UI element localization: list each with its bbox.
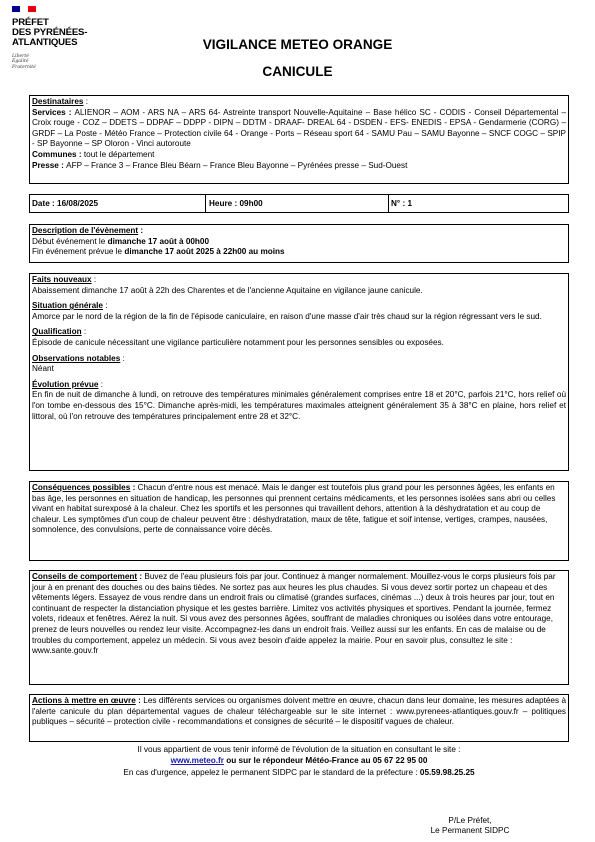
french-flag-icon — [12, 6, 36, 13]
conseils-text: Buvez de l'eau plusieurs fois par jour. Continuez à manger normalement. Mouillez-vous le corps plusieurs fois par jour à en prenant des douches ou des bains tièdes. Ne sortez pas aux heures les plus chaudes. Si vous devez sortir portez un chapeau et des vêtements légers. Essayez de vous rendre dans un endroit frais ou climatisé (grandes surfaces, cinémas ...) deux à trois heures par jour, tout en continuant de respecter la distanciation physique et les gestes barrière. Limitez vos activités physiques et sportives. Pendant la journée, fermez volets, rideaux et fenêtres. Aérez la nuit. Si vous avez des personnes âgées, souffrant de maladies chroniques ou isolées dans votre entourage, prenez de leurs nouvelles ou rendez leur visite. Accompagnez-les dans un endroit frais. Veillez aussi sur les enfants. En cas de malaise ou de troubles du comportement, appelez un médecin. Si vous avez besoin d'aide appelez la mairie. Pour en savoir plus, consultez le site : — [32, 572, 556, 645]
logo-line-2: DES PYRÉNÉES- — [12, 27, 88, 38]
date-field: Date : 16/08/2025 — [32, 199, 98, 208]
services-text: ALIENOR – AOM - ARS NA – ARS 64- Astreinte transport Nouvelle-Aquitaine – Base hélico SC - CODIS - Conseil Départemental – Croix rouge - COZ – DDETS – DDPAF – DDPP - DIPN – DDTM - DRAAF- DREAL 64 - DSDEN - EFS- ENEDIS - EPSA - Gendarmerie (CORG) – GRDF – La Poste - Météo France – Protection civile 64 - Orange - Ports – Réseau sport 64 - SAMU Pau – SAMU Bayonne – SNCF COGC – SPIP - SP Bayonne – SP Oloron - Vinci autoroute — [32, 107, 566, 149]
footer-line-2: ou sur le répondeur Météo-France au 05 67 22 95 00 — [223, 756, 428, 766]
consequences-box: Conséquences possibles : Chacun d'entre nous est menacé. Mais le danger est toutefois plus grand pour les personnes âgées, les enfants en bas âge, les personnes en situation de handicap, les personnes qui prennent certains médicaments, et les personnes isolées sans abri ou celles vivant en habitat surexposé à la chaleur. Chez les sportifs et les personnes qui travaillent dehors, attention à la déshydratation et au coup de chaleur. Les symptômes d'un coup de chaleur peuvent être : déshydratation, maux de tête, fatigue et soif intense, vertiges, crampes, nausées, somnolence, des convulsions, perte de connaissance voire décès. — [29, 481, 569, 561]
faits-heading: Faits nouveaux — [32, 275, 92, 284]
logo-line-3: ATLANTIQUES — [12, 37, 78, 48]
observations-text: Néant — [32, 364, 54, 374]
meteo-link[interactable]: www.meteo.fr — [170, 756, 224, 766]
footer-line-1: Il vous appartient de vous tenir informé de l'évolution de la situation en consultant le site : — [137, 745, 461, 754]
faits-text: Abaissement dimanche 17 août à 22h des Charentes et de l'ancienne Aquitaine en vigilance jaune canicule. — [32, 285, 423, 295]
signature — [410, 816, 530, 836]
actions-text: Les différents services ou organismes doivent mettre en œuvre, chacun dans leur domaine, les mesures adaptées à l'alerte canicule du plan départemental vagues de chaleur téléchargeable sur le site internet : www.pyrenees-atlantiques.gouv.fr – politiques publiques – sécurité – protection civile - recommandations et consignes de sécurité – le dispositif vagues de chaleur. — [32, 696, 566, 727]
situation-box: Faits nouveaux : Abaissement dimanche 17 août à 22h des Charentes et de l'ancienne Aquitaine en vigilance jaune canicule. Situation générale : Amorce par le nord de la région de la fin de l'épisode caniculaire, en raison d'une masse d'air très chaud sur la région régressant vers le sud. Qualification : Épisode de canicule nécessitant une vigilance particulière notamment pour les personnes sensibles ou exposées. Observations notables : Néant Évolution prévue : En fin de nuit de dimanche à lundi, on retrouve des températures minimales généralement comprises entre 18 et 20°C, parfois 21°C, hors relief où l'on tombe en-dessous des 15°C. Dimanche après-midi, les températures maximales atteignent généralement 35 à 38°C en plaine, hors relief et littoral, où l'on retrouve des températures principalement entre 28 et 32°C. — [29, 273, 569, 471]
debut-value: dimanche 17 août à 00h00 — [107, 236, 210, 246]
prefecture-logo — [12, 6, 112, 86]
presse-text: AFP – France 3 – France Bleu Béarn – France Bleu Bayonne – Pyrénées presse – Sud-Ouest — [66, 160, 408, 170]
actions-heading: Actions à mettre en œuvre — [32, 696, 136, 705]
debut-prefix: Début événement le — [32, 236, 108, 246]
footer-line-3: En cas d'urgence, appelez le permanent SIDPC par le standard de la préfecture : — [123, 767, 420, 777]
logo-line-1: PRÉFET — [12, 17, 49, 28]
observations-heading: Observations notables — [32, 353, 121, 363]
qualification-text: Épisode de canicule nécessitant une vigilance particulière notamment pour les personnes sensibles ou exposées. — [32, 337, 444, 347]
page-subtitle: CANICULE — [262, 64, 333, 79]
motto-liberte: Liberté — [12, 54, 29, 59]
actions-box: Actions à mettre en œuvre : Les différents services ou organismes doivent mettre en œuvre, chacun dans leur domaine, les mesures adaptées à l'alerte canicule du plan départemental vagues de chaleur téléchargeable sur le site internet : www.pyrenees-atlantiques.gouv.fr – politiques publiques – sécurité – protection civile - recommandations et consignes de sécurité – le dispositif vagues de chaleur. — [29, 694, 569, 742]
evenement-box: Description de l'évènement : Début événement le dimanche 17 août à 00h00 Fin événement prévue le dimanche 17 août 2025 à 22h00 au moins — [29, 224, 569, 263]
qualification-heading: Qualification — [32, 327, 82, 337]
fin-prefix: Fin événement prévue le — [32, 247, 125, 257]
communes-label: Communes — [32, 149, 77, 159]
destinataires-box: Destinataires : Services : ALIENOR – AOM - ARS NA – ARS 64- Astreinte transport Nouvelle-Aquitaine – Base hélico SC - CODIS - Conseil Départemental – Croix rouge - COZ – DDETS – DDPAF – DDPP - DIPN – DDTM - DRAAF- DREAL 64 - DSDEN - EFS- ENEDIS - EPSA - Gendarmerie (CORG) – GRDF – La Poste - Météo France – Protection civile 64 - Orange - Ports – Réseau sport 64 - SAMU Pau – SAMU Bayonne – SNCF COGC – SPIP - SP Bayonne – SP Oloron - Vinci autoroute Communes : tout le département Presse : AFP – France 3 – France Bleu Béarn – France Bleu Bayonne – Pyrénées presse – Sud-Ouest — [29, 95, 569, 184]
evolution-heading: Évolution prévue — [32, 379, 99, 389]
communes-text: tout le département — [83, 149, 155, 159]
consequences-text: Chacun d'entre nous est menacé. Mais le danger est toutefois plus grand pour les personnes âgées, les enfants en bas âge, les personnes en situation de handicap, les personnes qui prennent certains médicaments, et les personnes isolées sans abri ou celles vivant en habitat surexposé à la chaleur. Chez les sportifs et les personnes qui travaillent dehors, attention à la déshydratation et au coup de chaleur. Les symptômes d'un coup de chaleur peuvent être : déshydratation, maux de tête, fatigue et soif intense, vertiges, crampes, nausées, somnolence, des convulsions, perte de connaissance voire décès. — [32, 483, 556, 535]
page-title: VIGILANCE METEO ORANGE — [202, 37, 393, 52]
conseils-box: Conseils de comportement : Buvez de l'eau plusieurs fois par jour. Continuez à manger normalement. Mouillez-vous le corps plusieurs fois par jour à en prenant des douches ou des bains tièdes. Ne sortez pas aux heures les plus chaudes. Si vous devez sortir portez un chapeau et des vêtements légers. Essayez de vous rendre dans un endroit frais ou climatisé (grandes surfaces, cinémas ...) deux à trois heures par jour, tout en continuant de respecter la distanciation physique et les gestes barrière. Limitez vos activités physiques et sportives. Pendant la journée, fermez volets, rideaux et fenêtres. Aérez la nuit. Si vous avez des personnes âgées, souffrant de maladies chroniques ou isolées dans votre entourage, prenez de leurs nouvelles ou rendez leur visite. Accompagnez-les dans un endroit frais. Veillez aussi sur les enfants. En cas de malaise ou de troubles du comportement, appelez un médecin. Si vous avez besoin d'aide appelez la mairie. Pour en savoir plus, consultez le site : www.sante.gouv.fr — [29, 570, 569, 685]
evenement-heading: Description de l'évènement — [32, 226, 139, 235]
footer — [29, 744, 569, 778]
destinataires-heading: Destinataires — [32, 97, 84, 106]
consequences-heading: Conséquences possibles — [32, 483, 131, 492]
conseils-heading: Conseils de comportement — [32, 572, 138, 581]
signature-line-2: Le Permanent SIDPC — [430, 826, 510, 836]
footer-phone: 05.59.98.25.25 — [419, 767, 475, 777]
sante-site-link[interactable]: www.sante.gouv.fr — [32, 646, 99, 656]
heure-field: Heure : 09h00 — [209, 199, 263, 208]
fin-value: dimanche 17 août 2025 à 22h00 au moins — [124, 247, 285, 257]
signature-line-1: P/Le Préfet, — [448, 816, 492, 825]
motto-egalite: Égalité — [12, 59, 29, 65]
presse-label: Presse — [32, 160, 59, 170]
generale-heading: Situation générale — [32, 301, 103, 311]
meta-box — [29, 194, 569, 213]
evolution-text: En fin de nuit de dimanche à lundi, on retrouve des températures minimales généralement comprises entre 18 et 20°C, parfois 21°C, hors relief où l'on tombe en-dessous des 15°C. Dimanche après-midi, les températures maximales atteignent généralement 35 à 38°C en plaine, hors relief et littoral, où l'on retrouve des températures principalement entre 28 et 32°C. — [32, 390, 566, 421]
numero-field: N° : 1 — [391, 199, 413, 208]
generale-text: Amorce par le nord de la région de la fin de l'épisode caniculaire, en raison d'une masse d'air très chaud sur la région régressant vers le sud. — [32, 311, 542, 321]
motto-fraternite: Fraternité — [12, 64, 36, 70]
services-label: Services — [32, 107, 66, 117]
